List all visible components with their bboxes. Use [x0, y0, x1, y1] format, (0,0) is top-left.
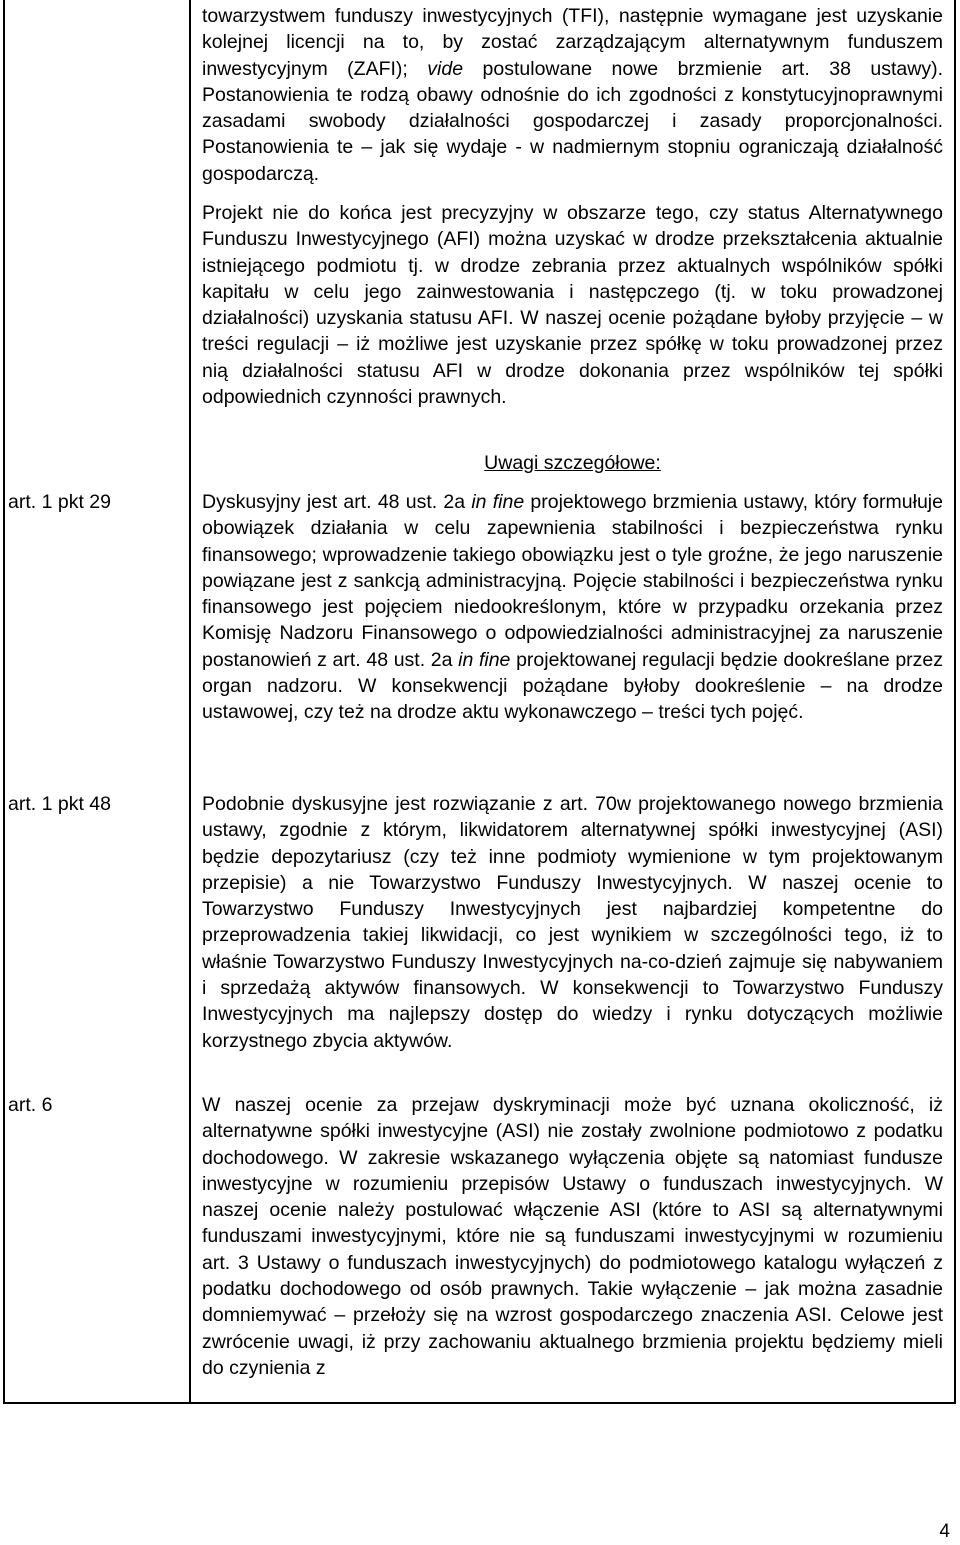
text-run: W naszej ocenie za przejaw dyskryminacji może być uznana okoliczność, iż alternatywne spółki inwestycyjne (ASI) nie zostały zwolnione podmiotowo z podatku dochodowego. W zakresie wskazanego wyłączenia objęte są natomiast fundusze inwestycyjne w rozumieniu przepisów Ustawy o funduszach inwestycyjnych. W naszej ocenie należy postulować włączenie ASI (które to ASI są alternatywnymi funduszami inwestycyjnymi, które nie są funduszami inwestycyjnymi w rozumieniu art. 3 Ustawy o funduszach inwestycyjnych) do podmiotowego katalogu wyłączeń z podatku dochodowego od osób prawnych. Takie wyłączenie – jak można zasadnie domniemywać – przełoży się na wzrost gospodarczego znaczenia ASI. Celowe jest zwrócenie uwagi, iż przy zachowaniu aktualnego brzmienia projektu będziemy mieli do czynienia z: [202, 1094, 943, 1379]
row-text-art-1-pkt-48: [202, 791, 943, 1054]
table-border-bottom: [3, 1402, 956, 1404]
section-heading: [190, 450, 955, 476]
row-label-art-1-pkt-29: art. 1 pkt 29: [8, 491, 111, 513]
row-text-art-1-pkt-29: [202, 489, 943, 726]
table-border-right: [954, 0, 956, 1404]
row-label-art-6: art. 6: [8, 1094, 53, 1116]
row-1-paragraph: [202, 489, 943, 726]
text-run: towarzystwem funduszy inwestycyjnych (TFI), następnie wymagane jest uzyskanie kolejnej licencji na to, by zostać zarządzającym alternatywnym funduszem inwestycyjnym (ZAFI);: [202, 5, 943, 80]
text-run: postulowane nowe brzmienie art. 38 ustawy). Postanowienia te rodzą obawy odnośnie do ich zgodności z konstytucyjnoprawnymi zasadami swobody działalności gospodarczej i zasady proporcjonalności. Postanowienia te – jak się wydaje - w nadmiernym stopniu ograniczają działalność gospodarczą.: [202, 57, 944, 185]
italic-run: in fine: [471, 491, 525, 513]
row-2-paragraph: [202, 791, 943, 1054]
text-run: Projekt nie do końca jest precyzyjny w obszarze tego, czy status Alternatywnego Funduszu Inwestycyjnego (AFI) można uzyskać w drodze przekształcenia aktualnie istniejącego podmiotu tj. w drodze zebrania przez aktualnych wspólników spółki kapitału w celu jego zainwestowania i następczego (tj. w toku prowadzonej działalności) uzyskania statusu AFI. W naszej ocenie pożądane byłoby przyjęcie – w treści regulacji – iż możliwe jest uzyskanie przez spółkę w toku prowadzonej przez nią działalności statusu AFI w drodze dokonania przez wspólników tej spółki odpowiednich czynności prawnych.: [202, 202, 943, 409]
section-heading-text: Uwagi szczegółowe:: [484, 452, 661, 474]
table-column-divider: [189, 0, 191, 1404]
italic-run: in fine: [458, 648, 511, 671]
intro-p2-text: [202, 200, 943, 410]
intro-paragraph-1: [202, 3, 943, 187]
table-border-left: [3, 0, 5, 1404]
text-run: Dyskusyjny jest art. 48 ust. 2a: [202, 491, 472, 513]
row-3-paragraph: [202, 1092, 943, 1381]
page-number: 4: [939, 1521, 950, 1542]
text-run: Podobnie dyskusyjne jest rozwiązanie z art. 70w projektowanego nowego brzmienia ustawy, zgodnie z którym, likwidatorem alternatywnej spółki inwestycyjnej (ASI) będzie depozytariusz (czy też inne podmioty wymienione w tym projektowanym przepisie) a nie Towarzystwo Funduszy Inwestycyjnych. W naszej ocenie to Towarzystwo Funduszy Inwestycyjnych jest najbardziej kompetentne do przeprowadzenia takiej likwidacji, co jest wynikiem w szczególności tego, iż to właśnie Towarzystwo Funduszy Inwestycyjnych na-co-dzień zajmuje się nabywaniem i sprzedażą aktywów finansowych. W konsekwencji to Towarzystwo Funduszy Inwestycyjnych ma najlepszy dostęp do wiedzy i rynku dotyczących możliwie korzystnego zbycia aktywów.: [202, 793, 943, 1052]
text-run: projektowanej regulacji będzie dookreślane przez organ nadzoru. W konsekwencji pożądane byłoby dookreślenie – na drodze ustawowej, czy też na drodze aktu wykonawczego – treści tych pojęć.: [202, 648, 943, 724]
row-text-art-6: [202, 1092, 943, 1381]
intro-paragraph-2: [202, 200, 943, 410]
intro-p1-text: [202, 3, 943, 187]
italic-run: vide: [427, 57, 464, 80]
text-run: projektowego brzmienia ustawy, który formułuje obowiązek działania w celu zapewnienia stabilności i bezpieczeństwa rynku finansowego; wprowadzenie takiego obowiązku jest o tyle groźne, że jego naruszenie powiązane jest z sankcją administracyjną. Pojęcie stabilności i bezpieczeństwa rynku finansowego jest pojęciem niedookreślonym, które w przypadku orzekania przez Komisję Nadzoru Finansowego o odpowiedzialności administracyjnej za naruszenie postanowień z art. 48 ust. 2a: [202, 491, 943, 671]
row-label-art-1-pkt-48: art. 1 pkt 48: [8, 793, 111, 815]
